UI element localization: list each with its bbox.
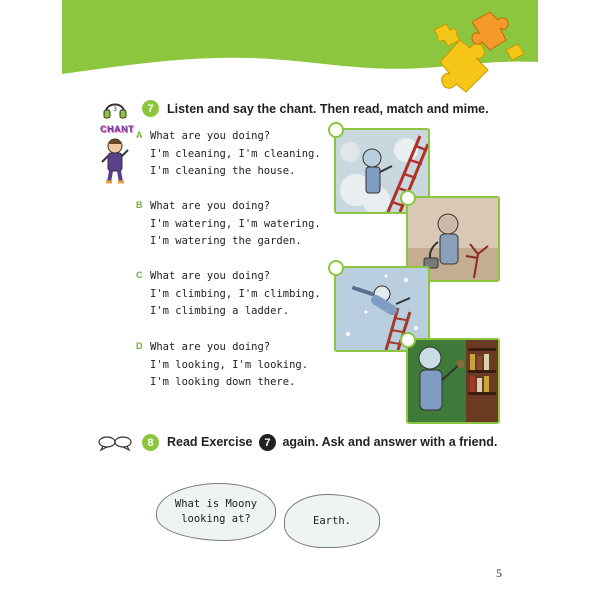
verse-line: What are you doing?	[150, 341, 271, 353]
instruction-text: Read Exercise	[167, 434, 253, 449]
verse-d	[136, 339, 350, 392]
exercise-number-badge: 8	[142, 434, 159, 451]
verse-letter: C	[136, 270, 143, 280]
match-circle[interactable]	[400, 332, 416, 348]
headphones-icon	[102, 98, 128, 120]
match-circle[interactable]	[328, 260, 344, 276]
question-speech-bubble	[156, 483, 276, 541]
answer-speech-bubble	[284, 494, 380, 548]
verse-line: I'm climbing a ladder.	[150, 305, 290, 317]
exercise-8-instruction	[167, 434, 497, 451]
answer-text: Earth.	[313, 514, 351, 527]
verse-line: I'm climbing, I'm climbing.	[150, 287, 321, 300]
verse-c	[136, 268, 350, 321]
picture-looking-down	[406, 338, 500, 424]
verse-line: I'm looking down there.	[150, 376, 296, 388]
chant-character-illustration	[100, 136, 130, 186]
verse-line: I'm watering, I'm watering.	[150, 217, 321, 230]
verse-b	[136, 198, 350, 251]
verse-letter: B	[136, 200, 143, 210]
speech-bubbles-icon	[98, 434, 132, 452]
verse-line: What are you doing?	[150, 200, 271, 212]
verse-line: I'm looking, I'm looking.	[150, 358, 309, 371]
match-circle[interactable]	[400, 190, 416, 206]
verse-letter: A	[136, 130, 143, 140]
exercise-reference-badge: 7	[259, 434, 276, 451]
verse-line: What are you doing?	[150, 270, 271, 282]
svg-text:3: 3	[113, 107, 117, 113]
verse-line: What are you doing?	[150, 130, 271, 142]
chant-label: CHANT	[100, 124, 134, 134]
match-circle[interactable]	[328, 122, 344, 138]
header-banner	[62, 0, 538, 100]
page	[62, 0, 538, 600]
verse-line: I'm cleaning, I'm cleaning.	[150, 147, 321, 160]
verse-letter: D	[136, 341, 143, 351]
exercise-number-badge: 7	[142, 100, 159, 117]
verse-a	[136, 128, 350, 181]
verse-line: I'm watering the garden.	[150, 235, 302, 247]
instruction-text: again. Ask and answer with a friend.	[282, 434, 498, 449]
verse-line: I'm cleaning the house.	[150, 165, 296, 177]
page-number: 5	[496, 566, 502, 580]
question-text: What is Moony looking at?	[174, 498, 258, 525]
chant-icon	[100, 124, 132, 190]
exercise-7-instruction: Listen and say the chant. Then read, match and mime.	[167, 101, 489, 116]
exercise-7-header	[142, 100, 489, 117]
exercise-8-header	[142, 434, 497, 451]
